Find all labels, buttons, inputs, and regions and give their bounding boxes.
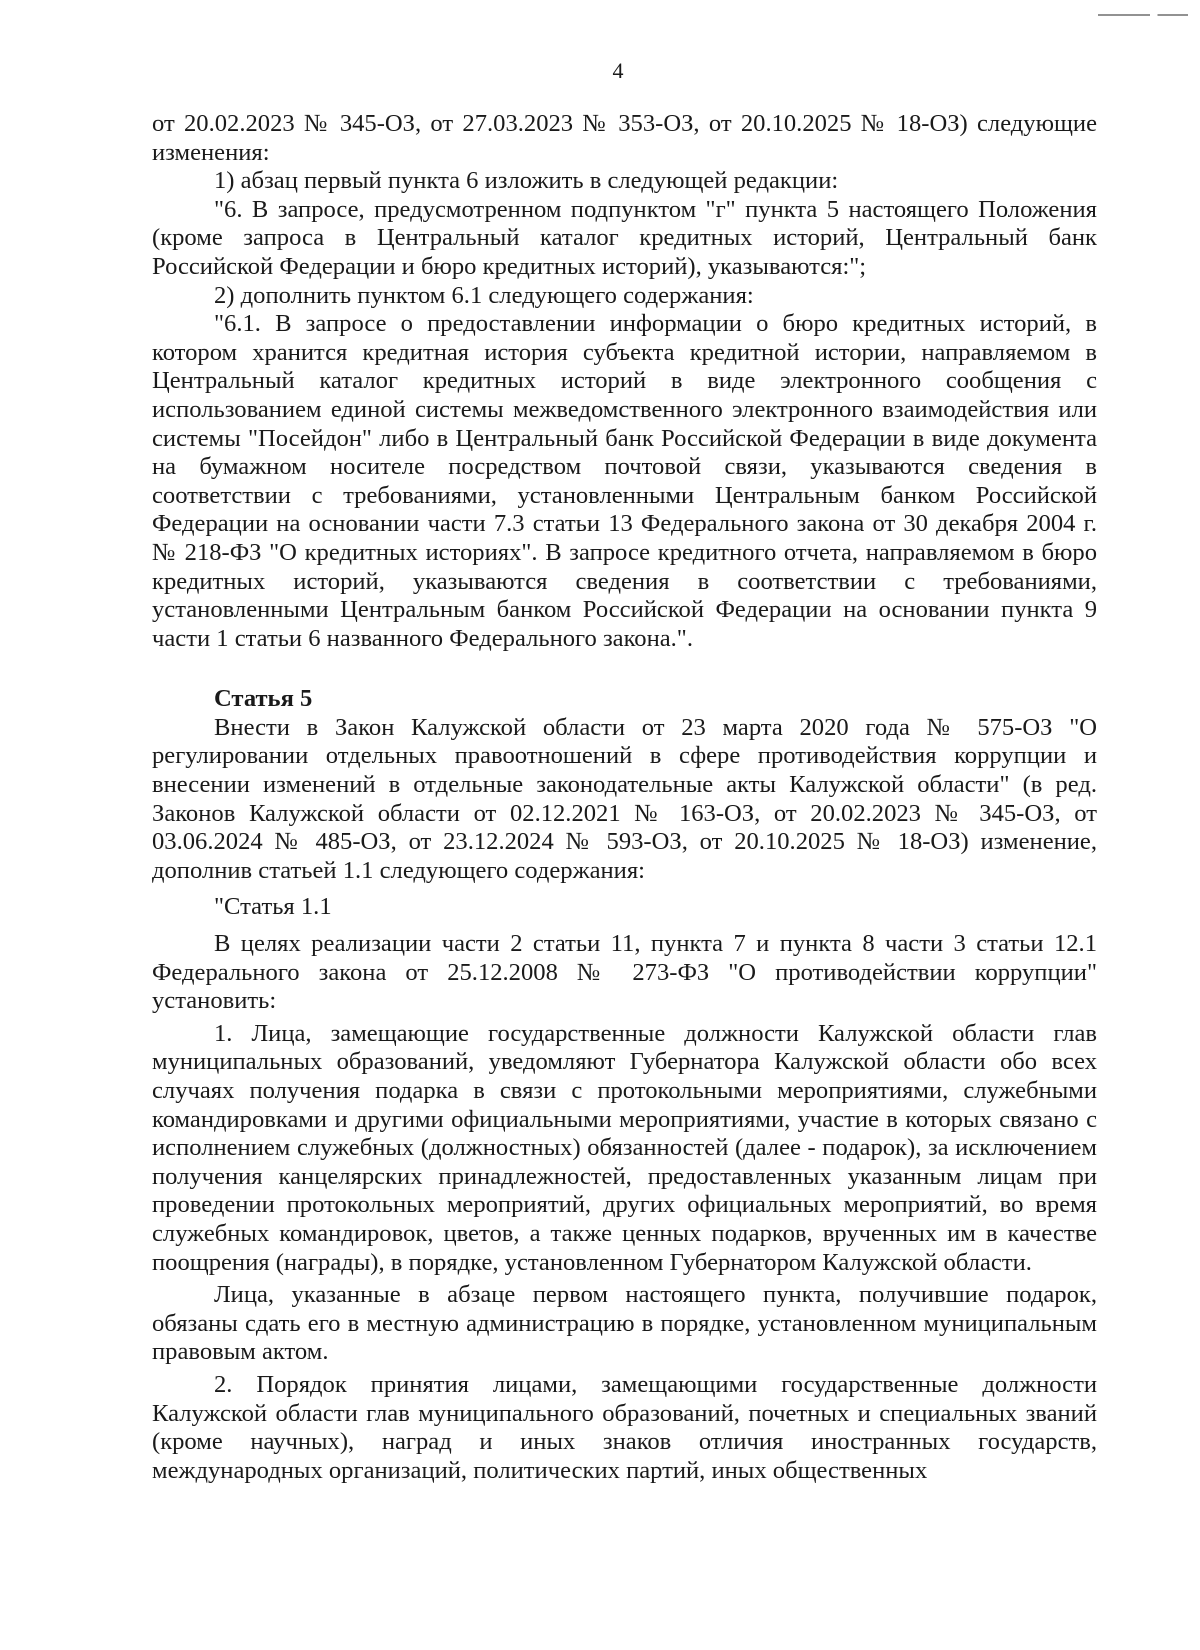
page-number: 4 [612,58,624,83]
article-1-1-paragraph-3: Лица, указанные в абзаце первом настоящего пункта, получившие подарок, обязаны сдать его в местную администрацию в порядке, установленном муниципальным правовым актом. [152,1281,1097,1366]
intro-paragraph-4: 2) дополнить пунктом 6.1 следующего содержания: [214,281,754,309]
article-1-1-heading: "Статья 1.1 [214,893,332,921]
intro-paragraph-1: от 20.02.2023 № 345-ОЗ, от 27.03.2023 № 353-ОЗ, от 20.10.2025 № 18-ОЗ) следующие изменения: [152,110,1097,166]
intro-paragraph-3: "6. В запросе, предусмотренном подпунктом "г" пункта 5 настоящего Положения (кроме запроса в Центральный каталог кредитных историй, Центральный банк Российской Федерации и бюро кредитных историй), указываются:"; [152,195,1097,280]
article-5-paragraph-1: Внести в Закон Калужской области от 23 марта 2020 года № 575-ОЗ "О регулировании отдельных правоотношений в сфере противодействия коррупции и внесении изменений в отдельные законодательные акты Калужской области" (в ред. Законов Калужской области от 02.12.2021 № 163-ОЗ, от 20.02.2023 № 345-ОЗ, от 03.06.2024 № 485-ОЗ, от 23.12.2024 № 593-ОЗ, от 20.10.2025 № 18-ОЗ) изменение, дополнив статьей 1.1 следующего содержания: [152,713,1097,884]
article-1-1-paragraph-2: 1. Лица, замещающие государственные должности Калужской области глав муниципальных образований, уведомляют Губернатора Калужской области обо всех случаях получения подарка в связи с протокольными мероприятиями, служебными командировками и другими официальными мероприятиями, участие в которых связано с исполнением служебных (должностных) обязанностей (далее - подарок), за исключением получения канцелярских принадлежностей, предоставленных указанным лицам при проведении протокольных мероприятий, других официальных мероприятий, во время служебных командировок, цветов, а также ценных подарков, врученных им в качестве поощрения (награды), в порядке, установленном Губернатором Калужской области. [152,1019,1097,1276]
scan-edge-mark [1098,14,1188,16]
intro-paragraph-2: 1) абзац первый пункта 6 изложить в следующей редакции: [214,167,839,195]
article-5-heading: Статья 5 [214,685,313,713]
article-1-1-paragraph-4: 2. Порядок принятия лицами, замещающими государственные должности Калужской области глав муниципального образований, почетных и специальных званий (кроме научных), наград и иных знаков отличия иностранных государств, международных организаций, политических партий, иных общественных [152,1370,1097,1484]
article-1-1-paragraph-1: В целях реализации части 2 статьи 11, пункта 7 и пункта 8 части 3 статьи 12.1 Федерального закона от 25.12.2008 № 273-ФЗ "О противодействии коррупции" установить: [152,930,1097,1015]
intro-paragraph-5: "6.1. В запросе о предоставлении информации о бюро кредитных историй, в котором хранится кредитная история субъекта кредитной истории, направляемом в Центральный каталог кредитных историй в виде электронного сообщения с использованием единой системы межведомственного электронного взаимодействия или системы "Посейдон" либо в Центральный банк Российской Федерации в виде документа на бумажном носителе посредством почтовой связи, указываются сведения в соответствии с требованиями, установленными Центральным банком Российской Федерации на основании части 7.3 статьи 13 Федерального закона от 30 декабря 2004 г. № 218-ФЗ "О кредитных историях". В запросе кредитного отчета, направляемом в бюро кредитных историй, указываются сведения в соответствии с требованиями, установленными Центральным банком Российской Федерации на основании пункта 9 части 1 статьи 6 названного Федерального закона.". [152,310,1097,652]
document-body [152,110,1097,1485]
